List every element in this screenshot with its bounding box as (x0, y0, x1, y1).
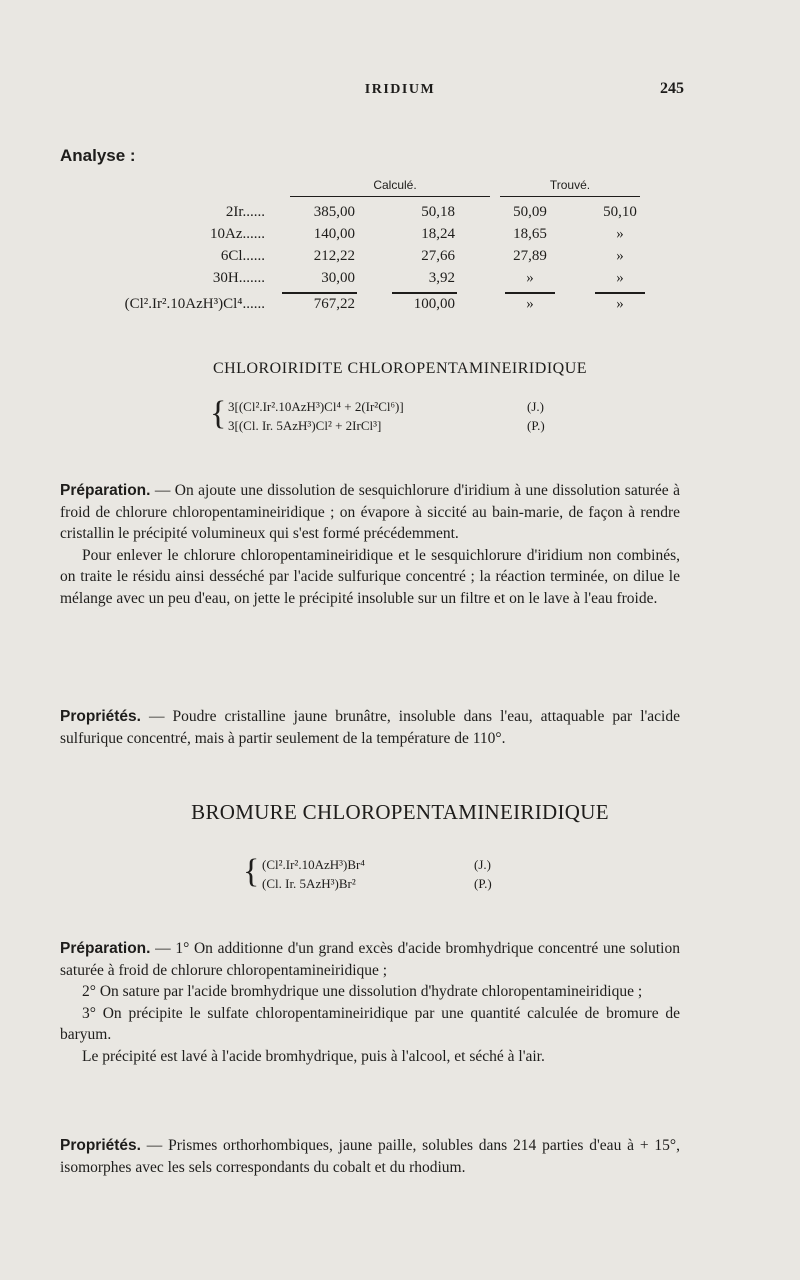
element-cell: 6Cl...... (220, 248, 265, 264)
formula-brace: { (210, 395, 227, 432)
preparation-paragraph (60, 938, 680, 1067)
formula-author: (J.) (527, 399, 544, 414)
calc-mass-cell: 140,00 (313, 226, 355, 242)
total-found1-cell: » (526, 296, 534, 312)
element-cell: 30H....... (212, 270, 265, 286)
calcule-header: Calculé. (373, 178, 417, 192)
calc-percent-cell: 3,92 (428, 270, 455, 286)
found2-cell: » (616, 248, 624, 264)
formula-author: (J.) (474, 857, 491, 872)
formula-brace: { (243, 853, 260, 890)
found2-cell: » (616, 226, 624, 242)
page-number: 245 (660, 80, 684, 97)
sum-rule (595, 292, 645, 294)
paragraph-text: Le précipité est lavé à l'acide bromhydrique, puis à l'alcool, et séché à l'air. (82, 1047, 545, 1065)
calc-percent-cell: 27,66 (421, 248, 455, 264)
trouve-header: Trouvé. (549, 178, 591, 192)
formula-line: (Cl. Ir. 5AzH³)Br² (262, 876, 356, 891)
found2-cell: » (616, 270, 624, 286)
element-cell: 2Ir...... (225, 204, 265, 220)
paragraph-text: 3° On précipite le sulfate chloropentamineiridique par une quantité calculée de bromure de baryum. (60, 1004, 680, 1043)
calc-percent-cell: 18,24 (421, 226, 455, 242)
formula-line: 3[(Cl. Ir. 5AzH³)Cl² + 2IrCl³] (228, 418, 382, 433)
formula-author: (P.) (527, 418, 545, 433)
element-cell: 10Az...... (210, 226, 265, 242)
found1-cell: 27,89 (513, 248, 547, 264)
properties-label: Propriétés. (60, 708, 141, 725)
running-header-title: IRIDIUM (364, 82, 436, 97)
total-found2-cell: » (616, 296, 624, 312)
paragraph-text: — 1° On additionne d'un grand excès d'acide bromhydrique concentré une solution saturée à froid de chlorure chloropentamineiridique ; (60, 940, 680, 979)
trouve-brace (500, 196, 640, 197)
properties-paragraph (60, 1135, 680, 1178)
paragraph-text: 2° On sature par l'acide bromhydrique une dissolution d'hydrate chloropentamineiridique ; (82, 983, 643, 1000)
calcule-brace (290, 196, 490, 197)
found1-cell: 18,65 (513, 226, 547, 242)
formula-line: 3[(Cl².Ir².10AzH³)Cl⁴ + 2(Ir²Cl⁶)] (228, 399, 404, 414)
preparation-label: Préparation. (60, 940, 151, 957)
found2-cell: 50,10 (603, 204, 637, 220)
sum-rule (505, 292, 555, 294)
calc-percent-cell: 50,18 (421, 204, 455, 220)
section-title-bromure: BROMURE CHLOROPENTAMINEIRIDIQUE (191, 800, 609, 824)
section-title-chloroiridite: CHLOROIRIDITE CHLOROPENTAMINEIRIDIQUE (212, 360, 588, 377)
total-element-cell: (Cl².Ir².10AzH³)Cl⁴...... (124, 296, 265, 312)
formula-line: (Cl².Ir².10AzH³)Br⁴ (262, 857, 365, 872)
total-calc-percent-cell: 100,00 (413, 296, 455, 312)
formula-author: (P.) (474, 876, 492, 891)
preparation-paragraph (60, 480, 680, 609)
paragraph-text: Pour enlever le chlorure chloropentamineiridique et le sesquichlorure d'iridium non combinés, on traite le résidu ainsi desséché par l'acide sulfurique concentré ; la réaction terminée, on dilue le mélange avec un peu d'eau, on jette le précipité insoluble sur un filtre et on le lave à l'eau froide. (60, 546, 680, 607)
properties-paragraph (60, 706, 680, 749)
paragraph-text: — Poudre cristalline jaune brunâtre, insoluble dans l'eau, attaquable par l'acide sulfurique concentré, mais à partir seulement de la température de 110°. (60, 708, 680, 747)
calc-mass-cell: 385,00 (313, 204, 355, 220)
found1-cell: » (526, 270, 534, 286)
properties-label: Propriétés. (60, 1137, 141, 1154)
sum-rule (392, 292, 457, 294)
paragraph-text: — Prismes orthorhombiques, jaune paille, solubles dans 214 parties d'eau à + 15°, isomorphes avec les sels correspondants du cobalt et du rhodium. (60, 1137, 680, 1176)
found1-cell: 50,09 (513, 204, 547, 220)
calc-mass-cell: 30,00 (321, 270, 355, 286)
preparation-label: Préparation. (60, 482, 151, 499)
total-calc-mass-cell: 767,22 (313, 296, 355, 312)
paragraph-text: — On ajoute une dissolution de sesquichlorure d'iridium à une dissolution saturée à froid de chlorure chloropentamineiridique ; on évapore à siccité au bain-marie, de façon à rendre cristallin le précipité volumineux qui s'est formé précédemment. (60, 482, 680, 542)
sum-rule (282, 292, 357, 294)
calc-mass-cell: 212,22 (313, 248, 355, 264)
analyse-label: Analyse : (60, 146, 136, 165)
